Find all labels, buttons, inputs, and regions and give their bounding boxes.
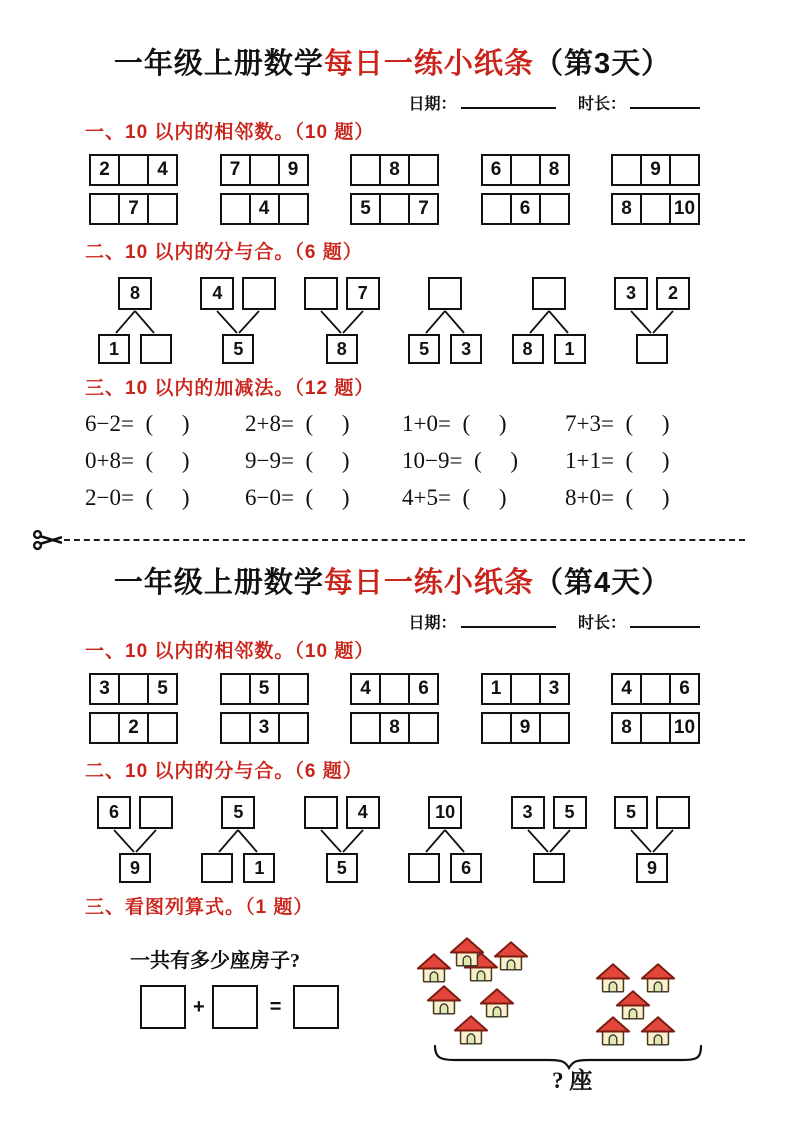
section-header-neighbors: 一、10 以内的相邻数。（10 题） bbox=[85, 641, 375, 662]
neighbor-group bbox=[89, 712, 178, 744]
tree-box: 10 bbox=[428, 796, 462, 829]
neighbor-cell: 4 bbox=[249, 193, 280, 225]
neighbor-cell: 6 bbox=[481, 154, 512, 186]
neighbor-cell[interactable] bbox=[481, 712, 512, 744]
connector-lines bbox=[87, 829, 183, 853]
tree-top-row bbox=[87, 277, 183, 310]
duration-blank[interactable] bbox=[630, 614, 700, 628]
tree-box: 6 bbox=[450, 853, 482, 883]
equation-boxes bbox=[140, 985, 402, 1029]
equals-sign: = bbox=[269, 995, 282, 1018]
neighbor-cell: 3 bbox=[539, 673, 570, 705]
title-day-number: （第4天） bbox=[533, 567, 672, 599]
tree-box: 1 bbox=[98, 334, 130, 364]
neighbor-cell: 4 bbox=[350, 673, 381, 705]
decomposition-tree bbox=[397, 277, 493, 364]
neighbor-cell: 3 bbox=[89, 673, 120, 705]
tree-bottom-row bbox=[397, 853, 493, 883]
arith-problem[interactable]: 2−0= ( ) bbox=[85, 485, 190, 510]
total-label: ? 座 bbox=[552, 1068, 593, 1093]
neighbor-numbers-grid bbox=[89, 154, 700, 225]
tree-bottom-row bbox=[501, 853, 597, 883]
neighbor-cell[interactable] bbox=[481, 193, 512, 225]
tree-bottom-row bbox=[604, 334, 700, 364]
decomposition-tree bbox=[501, 796, 597, 883]
neighbor-cell: 2 bbox=[89, 154, 120, 186]
title-prefix: 一年级上册数学 bbox=[113, 48, 324, 80]
neighbor-group bbox=[220, 154, 309, 186]
neighbor-cell[interactable] bbox=[89, 193, 120, 225]
section-header-arithmetic: 三、10 以内的加减法。（12 题） bbox=[85, 378, 375, 399]
neighbor-group bbox=[481, 673, 570, 705]
tree-box[interactable] bbox=[304, 277, 338, 310]
connector-lines bbox=[501, 310, 597, 334]
tree-box: 5 bbox=[614, 796, 648, 829]
decomposition-tree bbox=[190, 277, 286, 364]
addend-box-1[interactable] bbox=[140, 985, 186, 1029]
neighbor-group bbox=[611, 154, 700, 186]
tree-bottom-row bbox=[397, 334, 493, 364]
tree-box[interactable] bbox=[304, 796, 338, 829]
neighbor-row bbox=[89, 712, 700, 744]
tree-box: 9 bbox=[119, 853, 151, 883]
arith-problem[interactable]: 6−2= ( ) bbox=[85, 411, 190, 436]
decomposition-tree bbox=[397, 796, 493, 883]
neighbor-cell: 3 bbox=[249, 712, 280, 744]
tree-box[interactable] bbox=[140, 334, 172, 364]
worksheet-day3 bbox=[0, 0, 793, 513]
neighbor-cell: 8 bbox=[611, 712, 642, 744]
tree-box: 5 bbox=[553, 796, 587, 829]
connector-lines bbox=[501, 829, 597, 853]
neighbor-group bbox=[350, 673, 439, 705]
tree-top-row bbox=[604, 277, 700, 310]
date-duration-line bbox=[85, 91, 700, 113]
neighbor-cell: 2 bbox=[118, 712, 149, 744]
arith-problem[interactable]: 7+3= ( ) bbox=[565, 411, 670, 436]
picture-problem-left bbox=[85, 930, 402, 1090]
neighbor-cell[interactable] bbox=[640, 193, 671, 225]
tree-box: 3 bbox=[614, 277, 648, 310]
title-prefix: 一年级上册数学 bbox=[113, 567, 324, 599]
neighbor-cell: 7 bbox=[118, 193, 149, 225]
neighbor-cell: 7 bbox=[220, 154, 251, 186]
neighbor-group bbox=[89, 673, 178, 705]
neighbor-cell[interactable] bbox=[640, 673, 671, 705]
connector-lines bbox=[294, 310, 390, 334]
tree-box: 1 bbox=[554, 334, 586, 364]
neighbor-cell: 8 bbox=[611, 193, 642, 225]
section-header-decomposition: 二、10 以内的分与合。（6 题） bbox=[85, 242, 363, 263]
tree-bottom-row bbox=[294, 334, 390, 364]
tree-box: 5 bbox=[408, 334, 440, 364]
duration-blank[interactable] bbox=[630, 95, 700, 109]
neighbor-cell: 9 bbox=[278, 154, 309, 186]
date-label: 日期： bbox=[408, 615, 457, 632]
tree-bottom-row bbox=[604, 853, 700, 883]
tree-box: 5 bbox=[326, 853, 358, 883]
neighbor-cell[interactable] bbox=[278, 673, 309, 705]
tree-top-row bbox=[501, 796, 597, 829]
neighbor-group bbox=[220, 673, 309, 705]
connector-lines bbox=[604, 310, 700, 334]
tree-box: 6 bbox=[97, 796, 131, 829]
neighbor-cell[interactable] bbox=[669, 154, 700, 186]
neighbor-cell[interactable] bbox=[278, 193, 309, 225]
tree-top-row bbox=[604, 796, 700, 829]
neighbor-cell[interactable] bbox=[350, 712, 381, 744]
neighbor-row bbox=[89, 154, 700, 186]
connector-lines bbox=[294, 829, 390, 853]
tree-bottom-row bbox=[501, 334, 597, 364]
scissors-icon bbox=[32, 527, 62, 553]
tree-bottom-row bbox=[294, 853, 390, 883]
tree-top-row bbox=[501, 277, 597, 310]
neighbor-group bbox=[350, 712, 439, 744]
house-icon bbox=[594, 962, 632, 995]
neighbor-cell: 10 bbox=[669, 193, 700, 225]
decomposition-tree bbox=[501, 277, 597, 364]
neighbor-cell[interactable] bbox=[89, 712, 120, 744]
neighbor-cell: 4 bbox=[611, 673, 642, 705]
connector-lines bbox=[190, 310, 286, 334]
plus-sign: + bbox=[193, 995, 205, 1018]
neighbor-cell[interactable] bbox=[278, 712, 309, 744]
house-icon bbox=[639, 962, 677, 995]
tree-box[interactable] bbox=[408, 853, 440, 883]
neighbor-cell[interactable] bbox=[510, 673, 541, 705]
tree-bottom-row bbox=[87, 853, 183, 883]
connector-lines bbox=[397, 310, 493, 334]
neighbor-cell: 10 bbox=[669, 712, 700, 744]
arith-problem[interactable]: 8+0= ( ) bbox=[565, 485, 670, 510]
neighbor-cell: 5 bbox=[147, 673, 178, 705]
tree-box: 5 bbox=[221, 796, 255, 829]
decomposition-tree bbox=[604, 796, 700, 883]
neighbor-row bbox=[89, 673, 700, 705]
neighbor-cell: 5 bbox=[249, 673, 280, 705]
neighbor-group bbox=[611, 712, 700, 744]
neighbor-cell[interactable] bbox=[379, 673, 410, 705]
neighbor-cell: 1 bbox=[481, 673, 512, 705]
connector-lines bbox=[397, 829, 493, 853]
tree-box: 2 bbox=[656, 277, 690, 310]
title-highlight: 每日一练小纸条 bbox=[323, 567, 534, 599]
neighbor-cell: 8 bbox=[539, 154, 570, 186]
decomposition-tree bbox=[87, 277, 183, 364]
arith-problem[interactable]: 10−9= ( ) bbox=[402, 448, 519, 473]
date-duration-line bbox=[85, 610, 700, 632]
tree-box: 9 bbox=[636, 853, 668, 883]
neighbor-cell: 6 bbox=[669, 673, 700, 705]
neighbor-group bbox=[220, 712, 309, 744]
tree-box[interactable] bbox=[201, 853, 233, 883]
tree-box: 7 bbox=[346, 277, 380, 310]
tree-top-row bbox=[87, 796, 183, 829]
tree-box: 5 bbox=[222, 334, 254, 364]
neighbor-cell[interactable] bbox=[118, 673, 149, 705]
arith-problem[interactable]: 1+0= ( ) bbox=[402, 411, 507, 436]
decomposition-tree bbox=[604, 277, 700, 364]
section-header-decomposition: 二、10 以内的分与合。（6 题） bbox=[85, 761, 363, 782]
arith-problem[interactable]: 4+5= ( ) bbox=[402, 485, 507, 510]
neighbor-cell: 6 bbox=[510, 193, 541, 225]
neighbor-group bbox=[350, 193, 439, 225]
decomposition-trees bbox=[87, 796, 700, 883]
arith-problem[interactable]: 9−9= ( ) bbox=[245, 448, 350, 473]
title-day-number: （第3天） bbox=[533, 48, 672, 80]
neighbor-group bbox=[481, 154, 570, 186]
tree-box: 4 bbox=[200, 277, 234, 310]
neighbor-cell: 8 bbox=[379, 712, 410, 744]
tree-bottom-row bbox=[87, 334, 183, 364]
neighbor-numbers-grid bbox=[89, 673, 700, 744]
neighbor-group bbox=[89, 193, 178, 225]
tree-box: 8 bbox=[118, 277, 152, 310]
tree-bottom-row bbox=[190, 853, 286, 883]
house-icon bbox=[415, 952, 453, 985]
neighbor-cell: 9 bbox=[640, 154, 671, 186]
tree-box: 1 bbox=[243, 853, 275, 883]
tree-box: 3 bbox=[511, 796, 545, 829]
duration-label: 时长： bbox=[577, 615, 626, 632]
page-title bbox=[85, 0, 700, 82]
neighbor-cell[interactable] bbox=[350, 154, 381, 186]
section-header-neighbors: 一、10 以内的相邻数。（10 题） bbox=[85, 122, 375, 143]
neighbor-cell[interactable] bbox=[249, 154, 280, 186]
house-icon bbox=[425, 984, 463, 1017]
date-blank[interactable] bbox=[461, 614, 556, 628]
tree-box[interactable] bbox=[428, 277, 462, 310]
neighbor-group bbox=[220, 193, 309, 225]
neighbor-cell[interactable] bbox=[408, 712, 439, 744]
neighbor-group bbox=[611, 673, 700, 705]
neighbor-cell[interactable] bbox=[539, 193, 570, 225]
neighbor-group bbox=[611, 193, 700, 225]
houses-canvas bbox=[402, 932, 700, 1093]
tree-box[interactable] bbox=[532, 277, 566, 310]
date-blank[interactable] bbox=[461, 95, 556, 109]
cut-dashed-line bbox=[64, 539, 745, 541]
neighbor-cell: 7 bbox=[408, 193, 439, 225]
decomposition-trees bbox=[87, 277, 700, 364]
picture-problem bbox=[85, 930, 700, 1093]
neighbor-group bbox=[481, 193, 570, 225]
neighbor-cell: 4 bbox=[147, 154, 178, 186]
neighbor-group bbox=[481, 712, 570, 744]
neighbor-cell[interactable] bbox=[220, 712, 251, 744]
neighbor-cell[interactable] bbox=[539, 712, 570, 744]
decomposition-tree bbox=[294, 277, 390, 364]
tree-box[interactable] bbox=[242, 277, 276, 310]
neighbor-cell: 9 bbox=[510, 712, 541, 744]
title-highlight: 每日一练小纸条 bbox=[323, 48, 534, 80]
connector-lines bbox=[604, 829, 700, 853]
neighbor-cell[interactable] bbox=[147, 712, 178, 744]
tree-bottom-row bbox=[190, 334, 286, 364]
house-icon bbox=[448, 936, 486, 969]
arithmetic-problems bbox=[85, 409, 700, 513]
tree-top-row bbox=[397, 277, 493, 310]
tree-box: 8 bbox=[512, 334, 544, 364]
neighbor-cell[interactable] bbox=[408, 154, 439, 186]
neighbor-cell[interactable] bbox=[379, 193, 410, 225]
tree-box: 8 bbox=[326, 334, 358, 364]
tree-box: 3 bbox=[450, 334, 482, 364]
neighbor-group bbox=[350, 154, 439, 186]
neighbor-cell[interactable] bbox=[510, 154, 541, 186]
neighbor-cell[interactable] bbox=[220, 673, 251, 705]
tree-top-row bbox=[397, 796, 493, 829]
arith-problem[interactable]: 0+8= ( ) bbox=[85, 448, 190, 473]
tree-top-row bbox=[294, 796, 390, 829]
house-icon bbox=[478, 987, 516, 1020]
neighbor-cell: 5 bbox=[350, 193, 381, 225]
addend-box-2[interactable] bbox=[212, 985, 258, 1029]
decomposition-tree bbox=[87, 796, 183, 883]
connector-lines bbox=[190, 829, 286, 853]
arith-problem[interactable]: 6−0= ( ) bbox=[245, 485, 350, 510]
neighbor-cell[interactable] bbox=[611, 154, 642, 186]
duration-label: 时长： bbox=[577, 96, 626, 113]
page-title bbox=[85, 553, 700, 601]
tree-box[interactable] bbox=[139, 796, 173, 829]
tree-box: 4 bbox=[346, 796, 380, 829]
decomposition-tree bbox=[190, 796, 286, 883]
arith-problem[interactable]: 1+1= ( ) bbox=[565, 448, 670, 473]
neighbor-cell[interactable] bbox=[640, 712, 671, 744]
sum-box[interactable] bbox=[293, 985, 339, 1029]
neighbor-row bbox=[89, 193, 700, 225]
tree-top-row bbox=[190, 796, 286, 829]
neighbor-cell: 6 bbox=[408, 673, 439, 705]
tree-top-row bbox=[294, 277, 390, 310]
cut-line bbox=[32, 527, 745, 553]
connector-lines bbox=[87, 310, 183, 334]
tree-box[interactable] bbox=[636, 334, 668, 364]
decomposition-tree bbox=[294, 796, 390, 883]
arith-problem[interactable]: 2+8= ( ) bbox=[245, 411, 350, 436]
date-label: 日期： bbox=[408, 96, 457, 113]
neighbor-group bbox=[89, 154, 178, 186]
picture-question: 一共有多少座房子? bbox=[130, 950, 300, 972]
section-header-picture-equation: 三、看图列算式。（1 题） bbox=[85, 897, 314, 918]
neighbor-cell[interactable] bbox=[220, 193, 251, 225]
worksheet-day4 bbox=[0, 553, 793, 1093]
neighbor-cell: 8 bbox=[379, 154, 410, 186]
neighbor-cell[interactable] bbox=[118, 154, 149, 186]
tree-box[interactable] bbox=[656, 796, 690, 829]
tree-top-row bbox=[190, 277, 286, 310]
neighbor-cell[interactable] bbox=[147, 193, 178, 225]
tree-box[interactable] bbox=[533, 853, 565, 883]
